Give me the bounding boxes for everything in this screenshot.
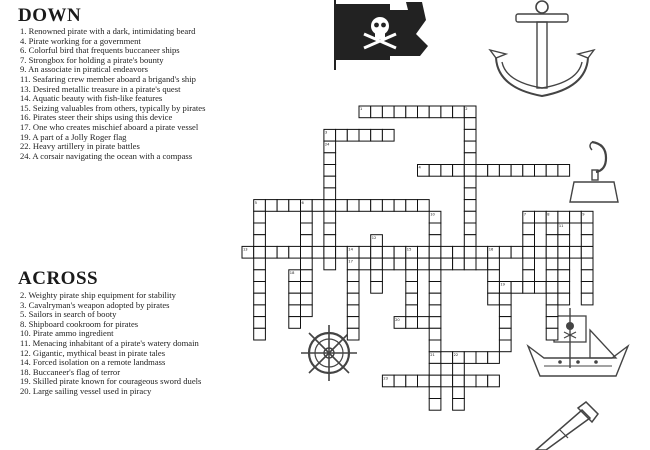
down-clue: 1. Renowned pirate with a dark, intimidating beard	[20, 26, 196, 36]
grid-cell[interactable]	[312, 246, 324, 258]
grid-cell[interactable]	[406, 305, 418, 317]
grid-cell[interactable]	[488, 352, 500, 364]
grid-cell[interactable]	[301, 246, 313, 258]
grid-cell[interactable]	[581, 258, 593, 270]
across-clue: 2. Weighty pirate ship equipment for stability	[20, 290, 176, 300]
grid-cell[interactable]	[464, 235, 476, 247]
grid-cell[interactable]	[441, 375, 453, 387]
grid-cell[interactable]	[441, 165, 453, 177]
clue-number: 2	[465, 107, 468, 112]
grid-cell[interactable]	[289, 293, 301, 305]
across-clue: 19. Skilled pirate known for courageous sword duels	[20, 376, 202, 387]
grid-cell[interactable]	[429, 399, 441, 411]
grid-cell[interactable]	[464, 176, 476, 188]
grid-cell[interactable]	[499, 165, 511, 177]
grid-cell[interactable]	[453, 258, 465, 270]
across-clue: 10. Pirate ammo ingredient	[20, 328, 114, 339]
grid-cell[interactable]	[254, 317, 266, 329]
grid-cell[interactable]	[523, 235, 535, 247]
grid-cell[interactable]	[301, 235, 313, 247]
grid-cell[interactable]	[254, 235, 266, 247]
grid-cell[interactable]	[254, 293, 266, 305]
grid-cell[interactable]	[324, 153, 336, 165]
grid-cell[interactable]	[301, 258, 313, 270]
grid-cell[interactable]	[347, 270, 359, 282]
down-clue: 14. Aquatic beauty with fish-like features	[20, 93, 163, 104]
grid-cell[interactable]	[429, 340, 441, 352]
grid-cell[interactable]	[347, 293, 359, 305]
grid-cell[interactable]	[359, 258, 371, 270]
down-clue: 13. Desired metallic treasure in a pirate's quest	[20, 83, 181, 94]
grid-cell[interactable]	[371, 246, 383, 258]
clue-number: 9	[582, 212, 585, 217]
clue-number: 8	[547, 212, 550, 217]
grid-cell[interactable]	[324, 246, 336, 258]
grid-cell[interactable]	[488, 375, 500, 387]
grid-cell[interactable]	[558, 282, 570, 294]
grid-cell[interactable]	[324, 258, 336, 270]
across-clue: 18. Buccaneer's flag of terror	[20, 366, 121, 377]
grid-cell[interactable]	[558, 246, 570, 258]
grid-cell[interactable]	[406, 258, 418, 270]
grid-cell[interactable]	[464, 258, 476, 270]
grid-cell[interactable]	[499, 246, 511, 258]
grid-cell[interactable]	[441, 258, 453, 270]
grid-cell[interactable]	[499, 317, 511, 329]
grid-cell[interactable]	[406, 317, 418, 329]
grid-cell[interactable]	[476, 258, 488, 270]
down-clue: 17. One who creates mischief aboard a pirate vessel	[20, 121, 199, 132]
grid-cell[interactable]	[301, 223, 313, 235]
grid-cell[interactable]	[546, 246, 558, 258]
grid-cell[interactable]	[289, 305, 301, 317]
grid-cell[interactable]	[464, 165, 476, 177]
down-clue: 6. Colorful bird that frequents buccaneer ships	[20, 45, 180, 56]
down-clue: 9. An associate in piratical endeavors	[20, 64, 148, 75]
grid-cell[interactable]	[289, 246, 301, 258]
grid-cell[interactable]	[371, 270, 383, 282]
grid-cell[interactable]	[324, 165, 336, 177]
clue-number: 17	[348, 259, 353, 264]
grid-cell[interactable]	[429, 165, 441, 177]
grid-cell[interactable]	[464, 129, 476, 141]
grid-cell[interactable]	[488, 258, 500, 270]
grid-cell[interactable]	[289, 317, 301, 329]
grid-cell[interactable]	[254, 282, 266, 294]
grid-cell[interactable]	[254, 305, 266, 317]
grid-cell[interactable]	[499, 340, 511, 352]
grid-cell[interactable]	[581, 246, 593, 258]
clue-number: 11	[558, 224, 564, 229]
grid-cell[interactable]	[406, 106, 418, 118]
clue-number: 13	[243, 247, 248, 252]
grid-cell[interactable]	[453, 399, 465, 411]
down-clue: 16. Pirates steer their ships using this device	[20, 112, 173, 123]
grid-cell[interactable]	[359, 200, 371, 212]
grid-cell[interactable]	[347, 129, 359, 141]
grid-cell[interactable]	[429, 246, 441, 258]
grid-cell[interactable]	[429, 375, 441, 387]
grid-cell[interactable]	[406, 282, 418, 294]
grid-cell[interactable]	[406, 200, 418, 212]
grid-cell[interactable]	[558, 258, 570, 270]
grid-cell[interactable]	[523, 246, 535, 258]
grid-cell[interactable]	[464, 223, 476, 235]
grid-cell[interactable]	[464, 141, 476, 153]
grid-cell[interactable]	[265, 246, 277, 258]
grid-cell[interactable]	[336, 246, 348, 258]
grid-cell[interactable]	[581, 293, 593, 305]
grid-cell[interactable]	[406, 293, 418, 305]
down-clue: 19. A part of a Jolly Roger flag	[20, 131, 127, 142]
grid-cell[interactable]	[453, 165, 465, 177]
grid-cell[interactable]	[570, 211, 582, 223]
grid-cell[interactable]	[418, 375, 430, 387]
grid-cell[interactable]	[336, 129, 348, 141]
grid-cell[interactable]	[277, 200, 289, 212]
clue-number: 14	[348, 247, 353, 252]
grid-cell[interactable]	[511, 165, 523, 177]
grid-cell[interactable]	[382, 200, 394, 212]
grid-cell[interactable]	[324, 188, 336, 200]
grid-cell[interactable]	[581, 282, 593, 294]
grid-cell[interactable]	[394, 246, 406, 258]
grid-cell[interactable]	[394, 375, 406, 387]
grid-cell[interactable]	[499, 293, 511, 305]
grid-cell[interactable]	[406, 270, 418, 282]
grid-cell[interactable]	[324, 223, 336, 235]
grid-cell[interactable]	[546, 293, 558, 305]
grid-cell[interactable]	[301, 270, 313, 282]
across-heading: ACROSS	[18, 268, 99, 289]
grid-cell[interactable]	[453, 246, 465, 258]
grid-cell[interactable]	[254, 328, 266, 340]
grid-cell[interactable]	[546, 270, 558, 282]
across-clue: 3. Cavalryman's weapon adopted by pirates	[20, 299, 170, 310]
grid-cell[interactable]	[535, 165, 547, 177]
down-clue: 24. A corsair navigating the ocean with a compass	[20, 150, 193, 161]
grid-cell[interactable]	[347, 317, 359, 329]
grid-cell[interactable]	[301, 211, 313, 223]
grid-cell[interactable]	[523, 223, 535, 235]
grid-cell[interactable]	[558, 293, 570, 305]
grid-cell[interactable]	[289, 200, 301, 212]
grid-cell[interactable]	[429, 293, 441, 305]
grid-cell[interactable]	[254, 258, 266, 270]
grid-cell[interactable]	[546, 235, 558, 247]
grid-cell[interactable]	[453, 375, 465, 387]
grid-cell[interactable]	[558, 270, 570, 282]
grid-cell[interactable]	[324, 176, 336, 188]
grid-cell[interactable]	[476, 246, 488, 258]
grid-cell[interactable]	[394, 106, 406, 118]
grid-cell[interactable]	[453, 363, 465, 375]
grid-cell[interactable]	[476, 165, 488, 177]
across-clue: 12. Gigantic, mythical beast in pirate tales	[20, 347, 166, 358]
grid-cell[interactable]	[476, 352, 488, 364]
grid-cell[interactable]	[546, 223, 558, 235]
grid-cell[interactable]	[546, 282, 558, 294]
grid-cell[interactable]	[301, 305, 313, 317]
grid-cell[interactable]	[382, 129, 394, 141]
grid-cell[interactable]	[511, 246, 523, 258]
grid-cell[interactable]	[336, 200, 348, 212]
grid-cell[interactable]	[546, 165, 558, 177]
down-clue: 11. Seafaring crew member aboard a brigand's ship	[20, 73, 196, 84]
clue-number: 4	[418, 165, 421, 170]
grid-cell[interactable]	[254, 223, 266, 235]
grid-cell[interactable]	[535, 246, 547, 258]
grid-cell[interactable]	[464, 246, 476, 258]
grid-cell[interactable]	[301, 282, 313, 294]
down-clue: 22. Heavy artillery in pirate battles	[20, 141, 140, 152]
grid-cell[interactable]	[488, 165, 500, 177]
grid-cell[interactable]	[429, 363, 441, 375]
grid-cell[interactable]	[347, 282, 359, 294]
grid-cell[interactable]	[359, 246, 371, 258]
grid-cell[interactable]	[371, 129, 383, 141]
clue-number: 16	[488, 247, 494, 252]
grid-cell[interactable]	[429, 106, 441, 118]
grid-cell[interactable]	[499, 328, 511, 340]
grid-cell[interactable]	[511, 282, 523, 294]
grid-cell[interactable]	[312, 200, 324, 212]
grid-cell[interactable]	[546, 328, 558, 340]
clue-number: 22	[453, 352, 459, 357]
grid-cell[interactable]	[581, 235, 593, 247]
grid-cell[interactable]	[254, 246, 266, 258]
across-clue: 20. Large sailing vessel used in piracy	[20, 385, 152, 396]
grid-cell[interactable]	[523, 258, 535, 270]
clue-number: 18	[289, 271, 295, 275]
clue-number: 23	[383, 376, 388, 381]
grid-cell[interactable]	[523, 270, 535, 282]
grid-cell[interactable]	[464, 375, 476, 387]
grid-cell[interactable]	[558, 165, 570, 177]
grid-cell[interactable]	[324, 235, 336, 247]
grid-cell[interactable]	[418, 246, 430, 258]
grid-cell[interactable]	[441, 106, 453, 118]
grid-cell[interactable]	[429, 387, 441, 399]
grid-cell[interactable]	[464, 211, 476, 223]
grid-cell[interactable]	[488, 282, 500, 294]
clue-number: 10	[430, 212, 435, 217]
grid-cell[interactable]	[464, 153, 476, 165]
clue-number: 20	[395, 317, 400, 322]
grid-cell[interactable]	[546, 258, 558, 270]
grid-cell[interactable]	[406, 375, 418, 387]
down-clue: 15. Seizing valuables from others, typically by pirates	[20, 102, 206, 113]
clue-number: 1	[360, 107, 363, 112]
grid-cell[interactable]	[476, 375, 488, 387]
clue-number: 3	[324, 130, 328, 135]
down-clue: 7. Strongbox for holding a pirate's bounty	[20, 54, 164, 65]
grid-cell[interactable]	[441, 352, 453, 364]
clue-number: 6	[301, 200, 304, 205]
grid-cell[interactable]	[394, 258, 406, 270]
grid-cell[interactable]	[464, 118, 476, 130]
grid-cell[interactable]	[464, 200, 476, 212]
grid-cell[interactable]	[371, 200, 383, 212]
grid-cell[interactable]	[382, 246, 394, 258]
across-clue: 14. Forced isolation on a remote landmass	[20, 357, 166, 368]
grid-cell[interactable]	[441, 246, 453, 258]
grid-cell[interactable]	[371, 258, 383, 270]
grid-cell[interactable]	[324, 200, 336, 212]
clue-number: 21	[430, 352, 435, 357]
grid-cell[interactable]	[394, 200, 406, 212]
grid-cell[interactable]	[324, 211, 336, 223]
grid-cell[interactable]	[371, 106, 383, 118]
grid-cell[interactable]	[429, 282, 441, 294]
clue-number: 12	[371, 235, 377, 240]
grid-cell[interactable]	[289, 282, 301, 294]
grid-cell[interactable]	[464, 352, 476, 364]
grid-cell[interactable]	[429, 223, 441, 235]
grid-cell[interactable]	[499, 305, 511, 317]
grid-cell[interactable]	[429, 258, 441, 270]
grid-cell[interactable]	[347, 200, 359, 212]
grid-cell[interactable]	[418, 317, 430, 329]
grid-cell[interactable]	[418, 200, 430, 212]
grid-cell[interactable]	[429, 328, 441, 340]
grid-cell[interactable]	[453, 387, 465, 399]
grid-cell[interactable]	[371, 282, 383, 294]
clue-number: 19	[500, 282, 505, 287]
grid-cell[interactable]	[254, 270, 266, 282]
grid-cell[interactable]	[488, 293, 500, 305]
down-heading: DOWN	[18, 5, 82, 26]
across-clue: 5. Sailors in search of booty	[20, 309, 117, 320]
grid-cell[interactable]	[429, 270, 441, 282]
grid-cell[interactable]	[418, 106, 430, 118]
across-clue: 8. Shipboard cookroom for pirates	[20, 318, 139, 329]
grid-cell[interactable]	[546, 305, 558, 317]
grid-cell[interactable]	[464, 188, 476, 200]
grid-cell[interactable]	[301, 293, 313, 305]
grid-cell[interactable]	[581, 223, 593, 235]
grid-cell[interactable]	[382, 106, 394, 118]
grid-cell[interactable]	[453, 106, 468, 118]
grid-cell[interactable]	[418, 258, 430, 270]
grid-cell[interactable]	[546, 317, 558, 329]
across-clue: 11. Menacing inhabitant of a pirate's watery domain	[20, 337, 199, 348]
clue-number: 5	[254, 200, 257, 205]
clue-number: 7	[523, 212, 527, 217]
down-clue: 4. Pirate working for a government	[20, 35, 141, 46]
grid-cell[interactable]	[277, 246, 289, 258]
grid-cell[interactable]	[347, 305, 359, 317]
grid-cell[interactable]	[359, 129, 371, 141]
grid-cell[interactable]	[523, 165, 535, 177]
grid-cell[interactable]	[429, 317, 441, 329]
grid-cell[interactable]	[429, 235, 441, 247]
clue-number: 24	[324, 142, 330, 147]
grid-cell[interactable]	[347, 328, 359, 340]
grid-cell[interactable]	[570, 246, 582, 258]
grid-cell[interactable]	[265, 200, 277, 212]
grid-cell[interactable]	[558, 235, 570, 247]
grid-cell[interactable]	[535, 211, 547, 223]
grid-cell[interactable]	[523, 282, 535, 294]
grid-cell[interactable]	[429, 305, 441, 317]
grid-cell[interactable]	[535, 282, 547, 294]
grid-cell[interactable]	[581, 270, 593, 282]
clue-number: 15	[406, 247, 412, 252]
grid-cell[interactable]	[254, 211, 266, 223]
grid-cell[interactable]	[558, 211, 570, 223]
grid-cell[interactable]	[382, 258, 394, 270]
grid-cell[interactable]	[488, 270, 500, 282]
